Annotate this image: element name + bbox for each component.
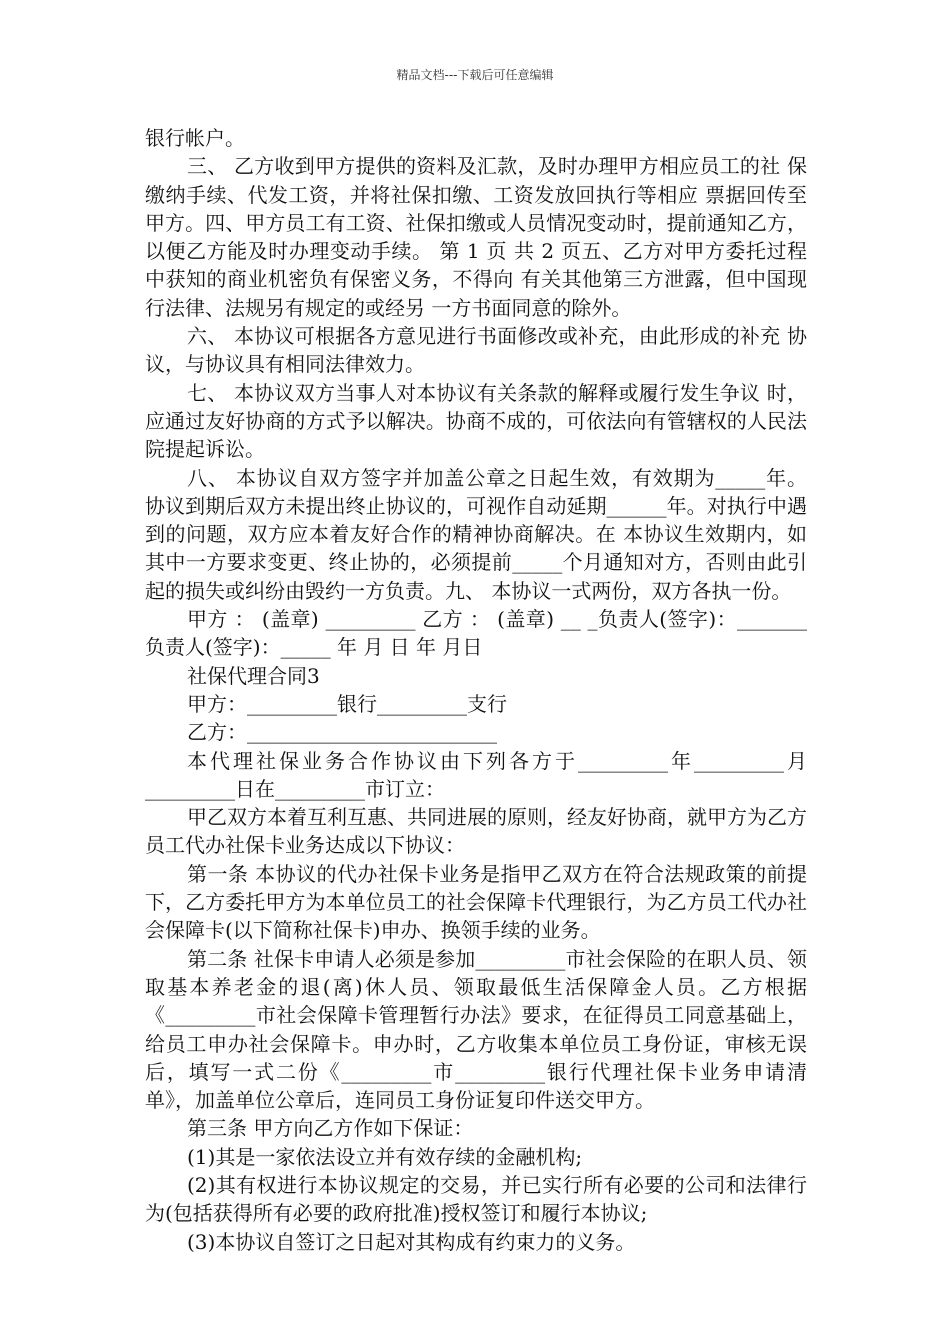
party-a-line: 甲方：_________银行_________支行 [187, 691, 507, 716]
signature-line: 甲方 ： (盖章) _________ 乙方 ： (盖章) __ _负责人(签字)：_______ 负责人(签字)：_____ 年 月 日 年 月日 [145, 607, 807, 660]
list-item: (2)其有权进行本协议规定的交易，并已实行所有必要的公司和法律行为(包括获得所有必要的政府批准)授权签订和履行本协议; [145, 1172, 807, 1226]
page-header-watermark: 精品文档---下载后可任意编辑 [396, 68, 554, 82]
article-2: 第二条 社保卡申请人必须是参加_________市社会保险的在职人员、领取基本养老金的退(离)休人员、领取最低生活保障金人员。乙方根据《_________市社会保障卡管理暂行办法》要求，在征得员工同意基础上，给员工申办社会保障卡。申办时，乙方收集本单位员工身份证，审核无误后，填写一式二份《_________市_________银行代理社保卡业务申请清单》，加盖单位公章后，连同员工身份证复印件送交甲方。 [145, 946, 807, 1113]
paragraph: 甲乙双方本着互利互惠、共同进展的原则，经友好协商，就甲方为乙方员工代办社保卡业务达成以下协议： [145, 805, 807, 858]
article-3: 第三条 甲方向乙方作如下保证： [187, 1116, 474, 1141]
paragraph: 银行帐户。 [145, 126, 245, 150]
paragraph: 本代理社保业务合作协议由下列各方于_________年_________月_________日在_________市订立： [145, 748, 807, 801]
list-item: (1)其是一家依法设立并有效存续的金融机构; [187, 1144, 583, 1169]
document-body [145, 124, 807, 1256]
party-b-line: 乙方：_________________________ [187, 720, 497, 745]
paragraph: 六、 本协议可根据各方意见进行书面修改或补充，由此形成的补充 协议，与协议具有相同法律效力。 [145, 324, 807, 377]
paragraph: 七、 本协议双方当事人对本协议有关条款的解释或履行发生争议 时，应通过友好协商的方式予以解决。协商不成的，可依法向有管辖权的人民法院提起诉讼。 [145, 380, 807, 462]
paragraph: 三、 乙方收到甲方提供的资料及汇款，及时办理甲方相应员工的社 保缴纳手续、代发工资，并将社保扣缴、工资发放回执行等相应 票据回传至甲方。四、甲方员工有工资、社保扣缴或人员情况变动时，提前通知乙方， 以便乙方能及时办理变动手续。 第 1 页 共 2 页五、乙方对甲方委托过程中获知的商业机密负有保密义务，不得向 有关其他第三方泄露，但中国现行法律、法规另有规定的或经另 一方书面同意的除外。 [145, 154, 807, 320]
list-item: (3)本协议自签订之日起对其构成有约束力的义务。 [187, 1229, 636, 1254]
article-1: 第一条 本协议的代办社保卡业务是指甲乙双方在符合法规政策的前提下，乙方委托甲方为本单位员工的社会保障卡代理银行，为乙方员工代办社会保障卡(以下简称社保卡)申办、换领手续的业务。 [145, 861, 807, 943]
contract-title: 社保代理合同3 [187, 663, 320, 688]
paragraph: 八、 本协议自双方签字并加盖公章之日起生效，有效期为_____年。 协议到期后双方未提出终止协议的，可视作自动延期______年。对执行中遇到的问题，双方应本着友好合作的精神协商解决。在 本协议生效期内，如其中一方要求变更、终止协的，必须提前_____个月通知对方，否则由此引起的损失或纠纷由毁约一方负责。九、 本协议一式两份，双方各执一份。 [145, 465, 807, 603]
